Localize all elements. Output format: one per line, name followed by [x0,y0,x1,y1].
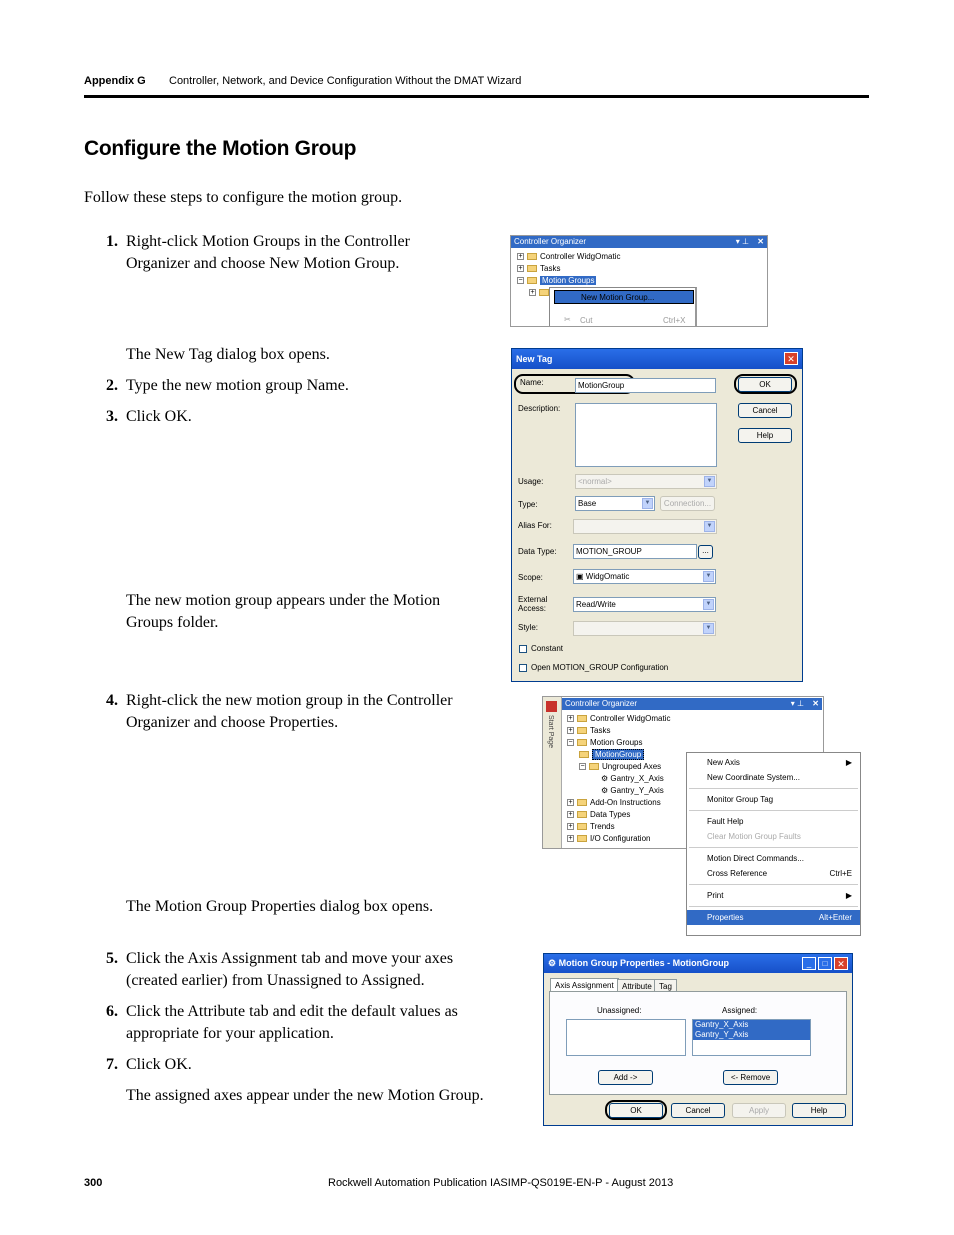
expand-icon[interactable]: + [518,265,523,273]
tree-item[interactable] [517,251,620,263]
step-text [126,948,453,992]
alias-label: Alias For: [518,521,552,530]
external-access-value: Read/Write [576,600,616,609]
menu-item-print[interactable] [687,888,860,903]
organizer-titlebar [562,698,822,710]
external-label-line: External [518,595,548,604]
dialog-title: Motion Group Properties - MotionGroup [558,958,730,968]
type-select[interactable] [575,496,655,511]
cut-shortcut: Ctrl+X [663,316,686,325]
tree-item[interactable] [567,725,670,737]
menu-separator [689,884,858,885]
app-icon: ⚙ [548,958,559,968]
start-page-icon [546,701,557,712]
chevron-down-icon[interactable]: ▼ [642,498,653,509]
step-number: 1. [106,233,118,250]
close-icon[interactable]: ✕ [812,699,819,708]
external-label-line: Access: [518,604,547,613]
menu-item-cut[interactable]: Cut [580,316,593,325]
menu-item-new-motion-group[interactable]: New Motion Group... [554,290,694,304]
menu-separator [689,788,858,789]
tree-item-motion-groups[interactable] [517,275,620,287]
tree-label: Gantry_X_Axis [610,774,664,783]
chevron-right-icon: ▶ [845,891,852,900]
motion-group-context-menu [686,752,861,936]
expand-icon[interactable]: + [568,823,573,831]
folder-icon [577,739,587,746]
tab-panel [549,991,847,1095]
tree-item[interactable] [567,761,670,773]
pin-icon[interactable]: ▾ ⊥ [735,237,749,246]
tree-label: Tasks [590,726,611,735]
step-number: 7. [106,1056,118,1073]
step-line: (created earlier) from Unassigned to Assigned. [126,972,425,989]
tab-axis-assignment[interactable]: Axis Assignment [550,978,619,991]
footer-publication: Rockwell Automation Publication IASIMP-QS019E-EN-P - August 2013 [328,1177,674,1189]
step-text: Click OK. [126,1056,192,1073]
step-text [126,690,453,734]
add-button[interactable]: Add -> [598,1070,653,1085]
tree-item[interactable] [567,737,670,749]
folder-icon [589,763,599,770]
step-line: Organizer and choose Properties. [126,714,339,731]
tree-label: Motion Groups [590,738,643,747]
scope-label: Scope: [518,573,543,582]
step-text [126,231,410,275]
tab-tag[interactable]: Tag [654,979,677,992]
menu-label: Clear Motion Group Faults [707,832,801,841]
constant-label: Constant [531,644,564,653]
new-tag-dialog [511,348,803,682]
connection-button: Connection... [660,496,715,511]
organizer-tree [567,713,670,845]
tree-label: Data Types [590,810,631,819]
axis-icon: ⚙ [601,786,611,795]
cancel-button[interactable]: Cancel [738,403,792,418]
type-value: Base [578,499,597,508]
motion-group-properties-dialog [543,953,853,1126]
step-number: 5. [106,950,118,967]
list-item[interactable]: Gantry_Y_Axis [693,1030,810,1040]
help-button[interactable]: Help [738,428,792,443]
controller-icon: ▣ [576,572,586,581]
controller-organizer-screenshot [510,235,768,327]
name-label: Name: [520,378,544,387]
menu-label: Motion Direct Commands... [707,854,804,863]
menu-item-monitor-group-tag[interactable] [687,792,860,807]
apply-button: Apply [732,1103,786,1118]
note-line: The new motion group appears under the Motion [126,592,441,609]
step-text: Click OK. [126,408,192,425]
tree-item[interactable] [567,809,670,821]
maximize-icon[interactable]: □ [818,957,832,970]
type-label: Type: [518,500,538,509]
menu-label: Fault Help [707,817,744,826]
close-icon[interactable]: ✕ [757,237,764,246]
step-number: 6. [106,1003,118,1020]
menu-shortcut: Ctrl+E [829,869,852,878]
menu-item-new-coordinate-system[interactable] [687,770,860,785]
usage-value: <normal> [578,477,612,486]
alias-select [573,519,717,534]
running-header [84,75,146,87]
cancel-button[interactable]: Cancel [671,1103,725,1118]
organizer-title: Controller Organizer [514,237,587,246]
menu-label: Print [707,891,724,900]
step-number: 3. [106,408,118,425]
menu-item-cross-reference[interactable] [687,866,860,881]
close-icon[interactable]: ✕ [784,352,798,365]
collapse-icon[interactable]: − [568,739,573,747]
page-number: 300 [84,1177,103,1189]
expand-icon[interactable]: + [518,253,523,261]
tree-label: Trends [590,822,615,831]
context-menu [549,287,697,327]
menu-item-new-axis[interactable] [687,755,860,770]
style-label: Style: [518,623,539,632]
expand-icon[interactable]: + [568,835,573,843]
browse-button[interactable]: ... [698,545,713,559]
unassigned-list[interactable] [566,1019,686,1056]
intro-text: Follow these steps to configure the motion group. [84,189,403,206]
menu-separator [689,810,858,811]
tab-attribute[interactable]: Attribute [617,979,657,992]
note-text: The Motion Group Properties dialog box opens. [126,898,434,915]
ok-button[interactable]: OK [738,377,792,392]
expand-icon[interactable]: + [568,811,573,819]
scissors-icon: ✂ [564,315,571,324]
menu-label: Monitor Group Tag [707,795,774,804]
menu-label: New Axis [707,758,740,767]
axis-icon: ⚙ [601,774,611,783]
chevron-down-icon[interactable]: ▼ [703,599,714,610]
expand-icon[interactable]: + [568,799,573,807]
step-number: 4. [106,692,118,709]
header-section: Appendix G [84,75,146,87]
folder-icon [527,253,537,260]
note-text [126,590,440,634]
tree-label: Ungrouped Axes [602,762,662,771]
header-title: Controller, Network, and Device Configuration Without the DMAT Wizard [169,75,522,87]
external-access-select[interactable] [573,597,716,612]
expand-icon[interactable]: + [530,289,535,297]
side-panel [543,697,562,848]
note-text: The New Tag dialog box opens. [126,346,330,363]
assigned-label: Assigned: [722,1006,758,1015]
folder-icon [577,823,587,830]
menu-label: Cross Reference [707,869,768,878]
style-select [573,621,716,636]
tree-label: Add-On Instructions [590,798,661,807]
note-line: Groups folder. [126,614,219,631]
step-line: Right-click Motion Groups in the Controller [126,233,410,250]
tree-label: Tasks [540,264,561,273]
constant-checkbox[interactable] [519,645,527,653]
tree-label: Controller WidgOmatic [590,714,671,723]
tree-item-motiongroup[interactable] [567,749,670,761]
folder-icon [579,751,589,758]
note-text: The assigned axes appear under the new Motion Group. [126,1087,484,1104]
unassigned-label: Unassigned: [597,1006,642,1015]
scope-select[interactable] [573,569,716,584]
folder-icon [527,265,537,272]
step-line: Right-click the new motion group in the Controller [126,692,453,709]
folder-icon [527,277,537,284]
minimize-icon[interactable]: _ [802,957,816,970]
step-line: Click the Axis Assignment tab and move your axes [126,950,454,967]
ok-button[interactable]: OK [609,1103,663,1118]
tree-label: I/O Configuration [590,834,651,843]
expand-icon[interactable]: + [568,727,573,735]
menu-item-clear-faults [687,829,860,844]
organizer-title: Controller Organizer [565,699,638,708]
collapse-icon[interactable]: − [580,763,585,771]
tree-label: MotionGroup [592,749,644,760]
dialog-title: New Tag [516,354,553,364]
help-button[interactable]: Help [792,1103,846,1118]
external-access-label [518,595,547,613]
start-page-tab[interactable]: Start Page [547,715,554,749]
assigned-list[interactable] [692,1019,811,1056]
tree-label: Gantry_Y_Axis [610,786,664,795]
folder-icon [577,811,587,818]
folder-icon [577,835,587,842]
menu-label: New Coordinate System... [707,773,800,782]
tree-item[interactable] [567,833,670,845]
chevron-right-icon: ▶ [845,758,852,767]
tree-item[interactable] [567,785,670,797]
tree-item[interactable] [567,713,670,725]
tree-item[interactable] [517,263,620,275]
folder-icon [577,727,587,734]
datatype-label: Data Type: [518,547,557,556]
expand-icon[interactable]: + [568,715,573,723]
folder-icon [577,715,587,722]
tree-item[interactable] [567,797,670,809]
menu-shortcut: Alt+Enter [818,913,852,922]
header-rule [84,95,869,98]
remove-button[interactable]: <- Remove [723,1070,778,1085]
menu-separator [689,847,858,848]
step-line: appropriate for your application. [126,1025,334,1042]
pin-icon[interactable]: ▾ ⊥ [790,699,804,708]
menu-label: Properties [707,913,744,922]
dialog-titlebar [512,349,802,369]
tree-item[interactable] [567,821,670,833]
chevron-down-icon[interactable]: ▼ [703,571,714,582]
step-text [126,1001,458,1045]
open-config-label: Open MOTION_GROUP Configuration [531,663,669,672]
chevron-down-icon: ▼ [704,476,715,487]
description-field[interactable] [575,403,717,467]
tree-label: Motion Groups [542,276,595,285]
tree-item[interactable] [567,773,670,785]
page-heading: Configure the Motion Group [84,137,357,160]
name-field[interactable]: MotionGroup [575,378,716,393]
step-number: 2. [106,377,118,394]
folder-icon [577,799,587,806]
menu-item-fault-help[interactable] [687,814,860,829]
step-text: Type the new motion group Name. [126,377,349,394]
chevron-down-icon: ▼ [703,623,714,634]
organizer-titlebar [511,236,767,248]
usage-label: Usage: [518,477,544,486]
tree-label: Controller WidgOmatic [540,252,621,261]
open-config-checkbox[interactable] [519,664,527,672]
step-line: Click the Attribute tab and edit the default values as [126,1003,458,1020]
usage-select [575,474,717,489]
description-label: Description: [518,404,561,413]
folder-icon [539,289,549,296]
step-line: Organizer and choose New Motion Group. [126,255,400,272]
menu-separator [689,906,858,907]
close-icon[interactable]: ✕ [834,957,848,970]
collapse-icon[interactable]: − [518,277,523,285]
chevron-down-icon: ▼ [704,521,715,532]
menu-item-properties[interactable] [687,910,860,925]
list-item[interactable]: Gantry_X_Axis [693,1020,810,1030]
datatype-field[interactable]: MOTION_GROUP [573,544,697,559]
scope-value: WidgOmatic [585,572,630,581]
menu-item-motion-direct-commands[interactable] [687,851,860,866]
